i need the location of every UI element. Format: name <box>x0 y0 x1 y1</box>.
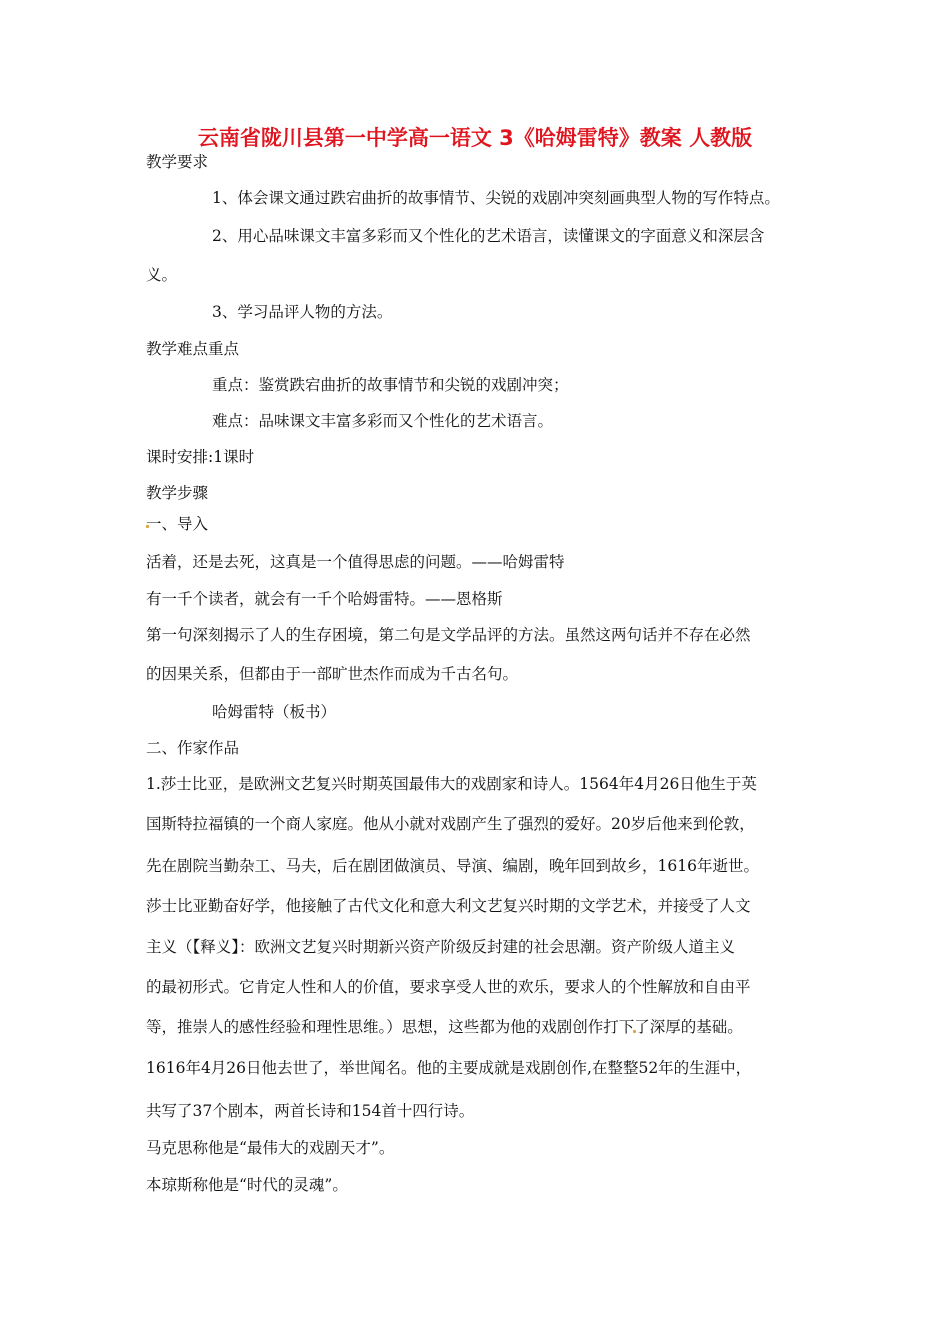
paragraph-line: 本琼斯称他是“时代的灵魂”。 <box>146 1176 348 1194</box>
paragraph-line: 的因果关系，但都由于一部旷世杰作而成为千古名句。 <box>146 665 519 683</box>
paragraph-line: 1、体会课文通过跌宕曲折的故事情节、尖锐的戏剧冲突刻画典型人物的写作特点。 <box>212 189 780 207</box>
paragraph-line: 主义（【释义】：欧洲文艺复兴时期新兴资产阶级反封建的社会思潮。资产阶级人道主义 <box>146 938 736 956</box>
paragraph-line: 重点：鉴赏跌宕曲折的故事情节和尖锐的戏剧冲突； <box>212 376 569 394</box>
paragraph-line: 等，推崇人的感性经验和理性思维。）思想，这些都为他的戏剧创作打下了深厚的基础。 <box>146 1018 743 1036</box>
paragraph-line: 3、学习品评人物的方法。 <box>212 303 393 321</box>
paragraph-line: 义。 <box>146 266 178 284</box>
heading-teaching-steps: 教学步骤 <box>146 484 209 502</box>
paragraph-line: 的最初形式。它肯定人性和人的价值，要求享受人世的欢乐，要求人的个性解放和自由平 <box>146 978 751 996</box>
paragraph-line: 2、用心品味课文丰富多彩而又个性化的艺术语言，读懂课文的字面意义和深层含 <box>212 227 765 245</box>
paragraph-line: 1616年4月26日他去世了，举世闻名。他的主要成就是戏剧创作,在整整52年的生涯中， <box>146 1059 752 1077</box>
paragraph-line: 莎士比亚勤奋好学，他接触了古代文化和意大利文艺复兴时期的文学艺术，并接受了人文 <box>146 897 751 915</box>
paragraph-line: 马克思称他是“最伟大的戏剧天才”。 <box>146 1139 395 1157</box>
paragraph-line: 第一句深刻揭示了人的生存困境，第二句是文学品评的方法。虽然这两句话并不存在必然 <box>146 626 751 644</box>
paragraph-line: 国斯特拉福镇的一个商人家庭。他从小就对戏剧产生了强烈的爱好。20岁后他来到伦敦， <box>146 815 755 833</box>
paragraph-line: 课时安排:1课时 <box>146 448 255 466</box>
quote-line: 活着，还是去死，这真是一个值得思虑的问题。——哈姆雷特 <box>146 553 565 571</box>
quote-line: 有一千个读者，就会有一千个哈姆雷特。——恩格斯 <box>146 590 503 608</box>
section-heading-author: 二、作家作品 <box>146 739 240 757</box>
paragraph-line: 难点：品味课文丰富多彩而又个性化的艺术语言。 <box>212 412 554 430</box>
document-title: 云南省陇川县第一中学高一语文 3《哈姆雷特》教案 人教版 <box>197 126 753 150</box>
heading-key-points: 教学难点重点 <box>146 340 240 358</box>
paragraph-line: 共写了37个剧本，两首长诗和154首十四行诗。 <box>146 1102 475 1120</box>
section-heading-intro: 一、导入 <box>146 515 209 533</box>
paragraph-line: 先在剧院当勤杂工、马夫，后在剧团做演员、导演、编剧，晚年回到故乡，1616年逝世。 <box>146 857 759 875</box>
heading-teaching-requirements: 教学要求 <box>146 153 209 171</box>
paragraph-line: 1.莎士比亚，是欧洲文艺复兴时期英国最伟大的戏剧家和诗人。1564年4月26日他生于英 <box>146 775 757 793</box>
blackboard-line: 哈姆雷特（板书） <box>212 703 337 721</box>
